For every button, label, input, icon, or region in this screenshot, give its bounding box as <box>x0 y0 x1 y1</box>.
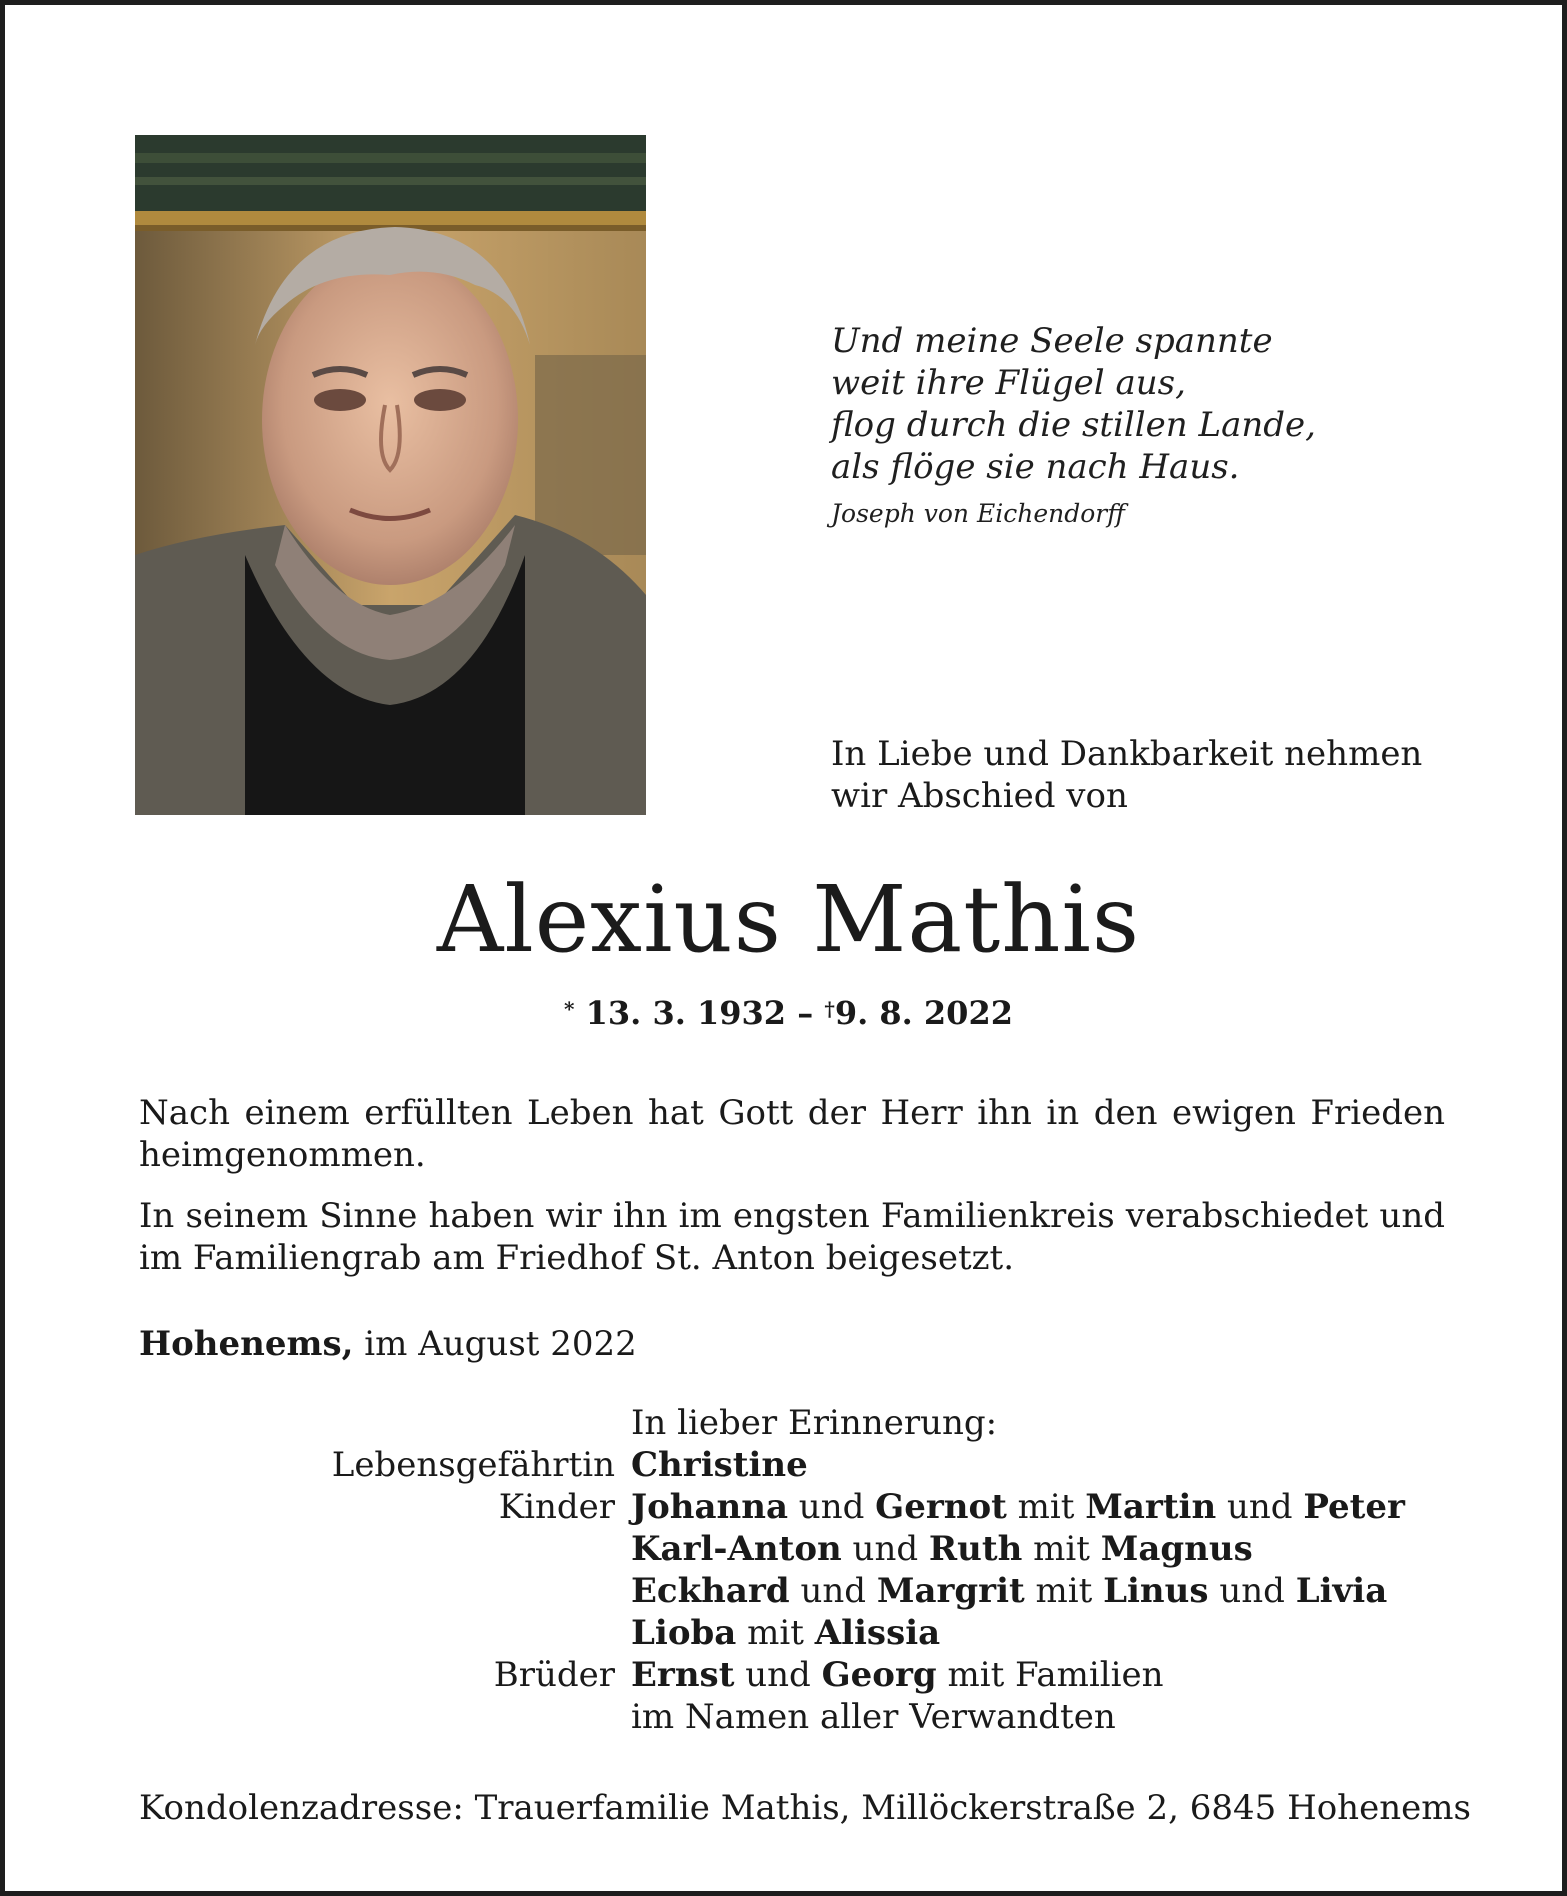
grandchild-name: Livia <box>1295 1571 1388 1611</box>
poem-line: flog durch die stillen Lande, <box>831 405 1316 445</box>
connector: und <box>1219 1571 1285 1611</box>
partner-row <box>139 1444 1459 1486</box>
grandchild-name: Magnus <box>1100 1529 1253 1569</box>
deceased-name: Alexius Mathis <box>436 866 1141 973</box>
closing-row <box>139 1696 1459 1738</box>
family-heading: In lieber Erinnerung: <box>631 1403 998 1443</box>
children-label: Kinder <box>498 1487 615 1527</box>
connector: mit <box>1035 1571 1093 1611</box>
poem-author: Joseph von Eichendorff <box>831 499 1125 528</box>
child-name: Lioba <box>631 1613 737 1653</box>
family-heading-row <box>139 1402 1459 1444</box>
spouse-name: Gernot <box>875 1487 1007 1527</box>
connector: und <box>798 1487 865 1527</box>
family-list <box>139 1402 1459 1738</box>
child-name: Karl-Anton <box>631 1529 842 1569</box>
with-families: mit Familien <box>947 1655 1164 1695</box>
birth-symbol: * <box>564 997 575 1021</box>
farewell-intro <box>831 733 1422 817</box>
date-separator: – <box>797 994 814 1032</box>
poem-line: Und meine Seele spannte <box>831 321 1273 361</box>
death-date: 9. 8. 2022 <box>834 994 1013 1032</box>
birth-date: 13. 3. 1932 <box>585 994 787 1032</box>
poem <box>831 320 1316 532</box>
connector: mit <box>747 1613 804 1653</box>
children-row-3 <box>139 1570 1459 1612</box>
place-date <box>139 1323 637 1365</box>
children-row-2 <box>139 1528 1459 1570</box>
life-dates <box>5 993 1567 1033</box>
grandchild-name: Linus <box>1103 1571 1209 1611</box>
brothers-row <box>139 1654 1459 1696</box>
intro-line-2: wir Abschied von <box>831 776 1128 816</box>
condolence-address: Kondolenzadresse: Trauerfamilie Mathis, Millöckerstraße 2, 6845 Hohenems <box>139 1788 1471 1828</box>
grandchild-name: Martin <box>1085 1487 1217 1527</box>
body-paragraph-2: In seinem Sinne haben wir ihn im engsten Familienkreis verabschiedet und im Familiengrab am Friedhof St. Anton beigesetzt. <box>139 1196 1445 1278</box>
partner-name: Christine <box>631 1445 808 1485</box>
brothers-label: Brüder <box>493 1655 615 1695</box>
spouse-name: Ruth <box>928 1529 1023 1569</box>
date: im August 2022 <box>364 1324 637 1364</box>
connector: mit <box>1033 1529 1090 1569</box>
poem-line: weit ihre Flügel aus, <box>831 363 1186 403</box>
child-name: Johanna <box>631 1487 788 1527</box>
body-paragraph-1: Nach einem erfüllten Leben hat Gott der Herr ihn in den ewigen Frieden heimgenommen. <box>139 1093 1445 1175</box>
portrait-photo <box>135 135 646 815</box>
death-symbol: † <box>824 997 835 1021</box>
connector: und <box>852 1529 919 1569</box>
grandchild-name: Alissia <box>814 1613 941 1653</box>
connector: und <box>1227 1487 1293 1527</box>
intro-line-1: In Liebe und Dankbarkeit nehmen <box>831 734 1423 774</box>
closing-text: im Namen aller Verwandten <box>631 1697 1116 1737</box>
connector: und <box>745 1655 811 1695</box>
grandchild-name: Peter <box>1303 1487 1405 1527</box>
child-name: Eckhard <box>631 1571 790 1611</box>
connector: und <box>800 1571 866 1611</box>
place: Hohenems, <box>139 1324 354 1364</box>
brother-name: Ernst <box>631 1655 735 1695</box>
poem-line: als flöge sie nach Haus. <box>831 447 1240 487</box>
connector: mit <box>1017 1487 1075 1527</box>
children-row-4 <box>139 1612 1459 1654</box>
spouse-name: Margrit <box>876 1571 1025 1611</box>
partner-label: Lebensgefährtin <box>331 1445 615 1485</box>
children-row-1 <box>139 1486 1459 1528</box>
brother-name: Georg <box>821 1655 937 1695</box>
